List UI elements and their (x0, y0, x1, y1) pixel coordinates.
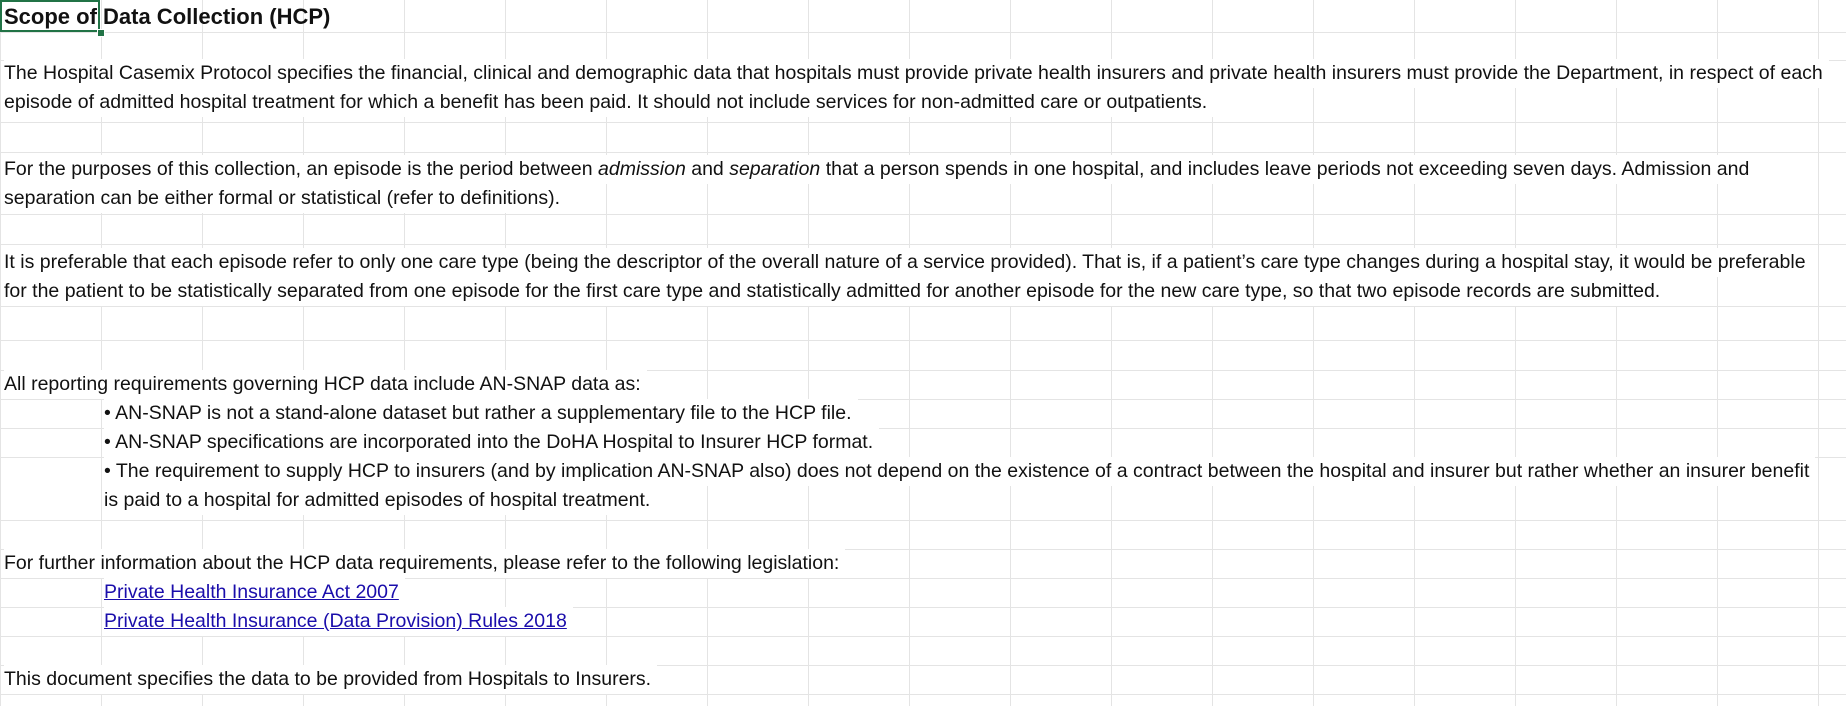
para2-text-b: and (685, 158, 730, 180)
para3-line1[interactable]: It is preferable that each episode refer to only one care type (being the descriptor of the overall nature of a service provided). That is, if a patient’s care type changes during a hospital stay, it would be preferable (4, 248, 1812, 277)
para1-line1[interactable]: The Hospital Casemix Protocol specifies the financial, clinical and demographic data that hospitals must provide private health insurers and private health insurers must provide the Department, in respect of each (4, 59, 1829, 88)
row-divider (0, 122, 1846, 123)
legislation-link-rules[interactable] (104, 607, 573, 636)
row-divider (0, 306, 1846, 307)
para2-line2[interactable]: separation can be either formal or statistical (refer to definitions). (4, 184, 566, 213)
row-divider (0, 32, 1846, 33)
link-private-health-insurance-act[interactable]: Private Health Insurance Act 2007 (104, 581, 399, 603)
legislation-link-act[interactable] (104, 578, 405, 607)
row-divider (0, 340, 1846, 341)
bullet-item-continuation[interactable]: is paid to a hospital for admitted episodes of hospital treatment. (104, 486, 656, 515)
para2-line1[interactable] (4, 155, 1755, 184)
row-divider (0, 520, 1846, 521)
bullet-item[interactable]: • AN-SNAP specifications are incorporated into the DoHA Hospital to Insurer HCP format. (104, 428, 879, 457)
row-divider (0, 152, 1846, 153)
further-info-text[interactable]: For further information about the HCP data requirements, please refer to the following legislation: (4, 549, 845, 578)
row-divider (0, 214, 1846, 215)
closing-text[interactable]: This document specifies the data to be provided from Hospitals to Insurers. (4, 665, 657, 694)
para1-line2[interactable]: episode of admitted hospital treatment for which a benefit has been paid. It should not include services for non-admitted care or outpatients. (4, 88, 1213, 117)
reporting-intro[interactable]: All reporting requirements governing HCP data include AN-SNAP data as: (4, 370, 647, 399)
link-data-provision-rules[interactable]: Private Health Insurance (Data Provision) Rules 2018 (104, 610, 567, 632)
term-admission: admission (598, 158, 686, 180)
para2-text-a: For the purposes of this collection, an episode is the period between (4, 158, 599, 180)
term-separation: separation (729, 158, 821, 180)
bullet-item[interactable]: • AN-SNAP is not a stand-alone dataset but rather a supplementary file to the HCP file. (104, 399, 858, 428)
row-divider (0, 244, 1846, 245)
para2-text-c: that a person spends in one hospital, and includes leave periods not exceeding seven days. Admission and (820, 158, 1750, 180)
para3-line2[interactable]: for the patient to be statistically separated from one episode for the first care type and statistically admitted for another episode for the new care type, so that two episode records are submitted. (4, 277, 1666, 306)
sheet-title[interactable]: Scope of Data Collection (HCP) (4, 4, 331, 29)
row-divider (0, 694, 1846, 695)
row-divider (0, 636, 1846, 637)
bullet-item[interactable]: • The requirement to supply HCP to insurers (and by implication AN-SNAP also) does not depend on the existence of a contract between the hospital and insurer but rather whether an insurer benefit (104, 457, 1815, 486)
